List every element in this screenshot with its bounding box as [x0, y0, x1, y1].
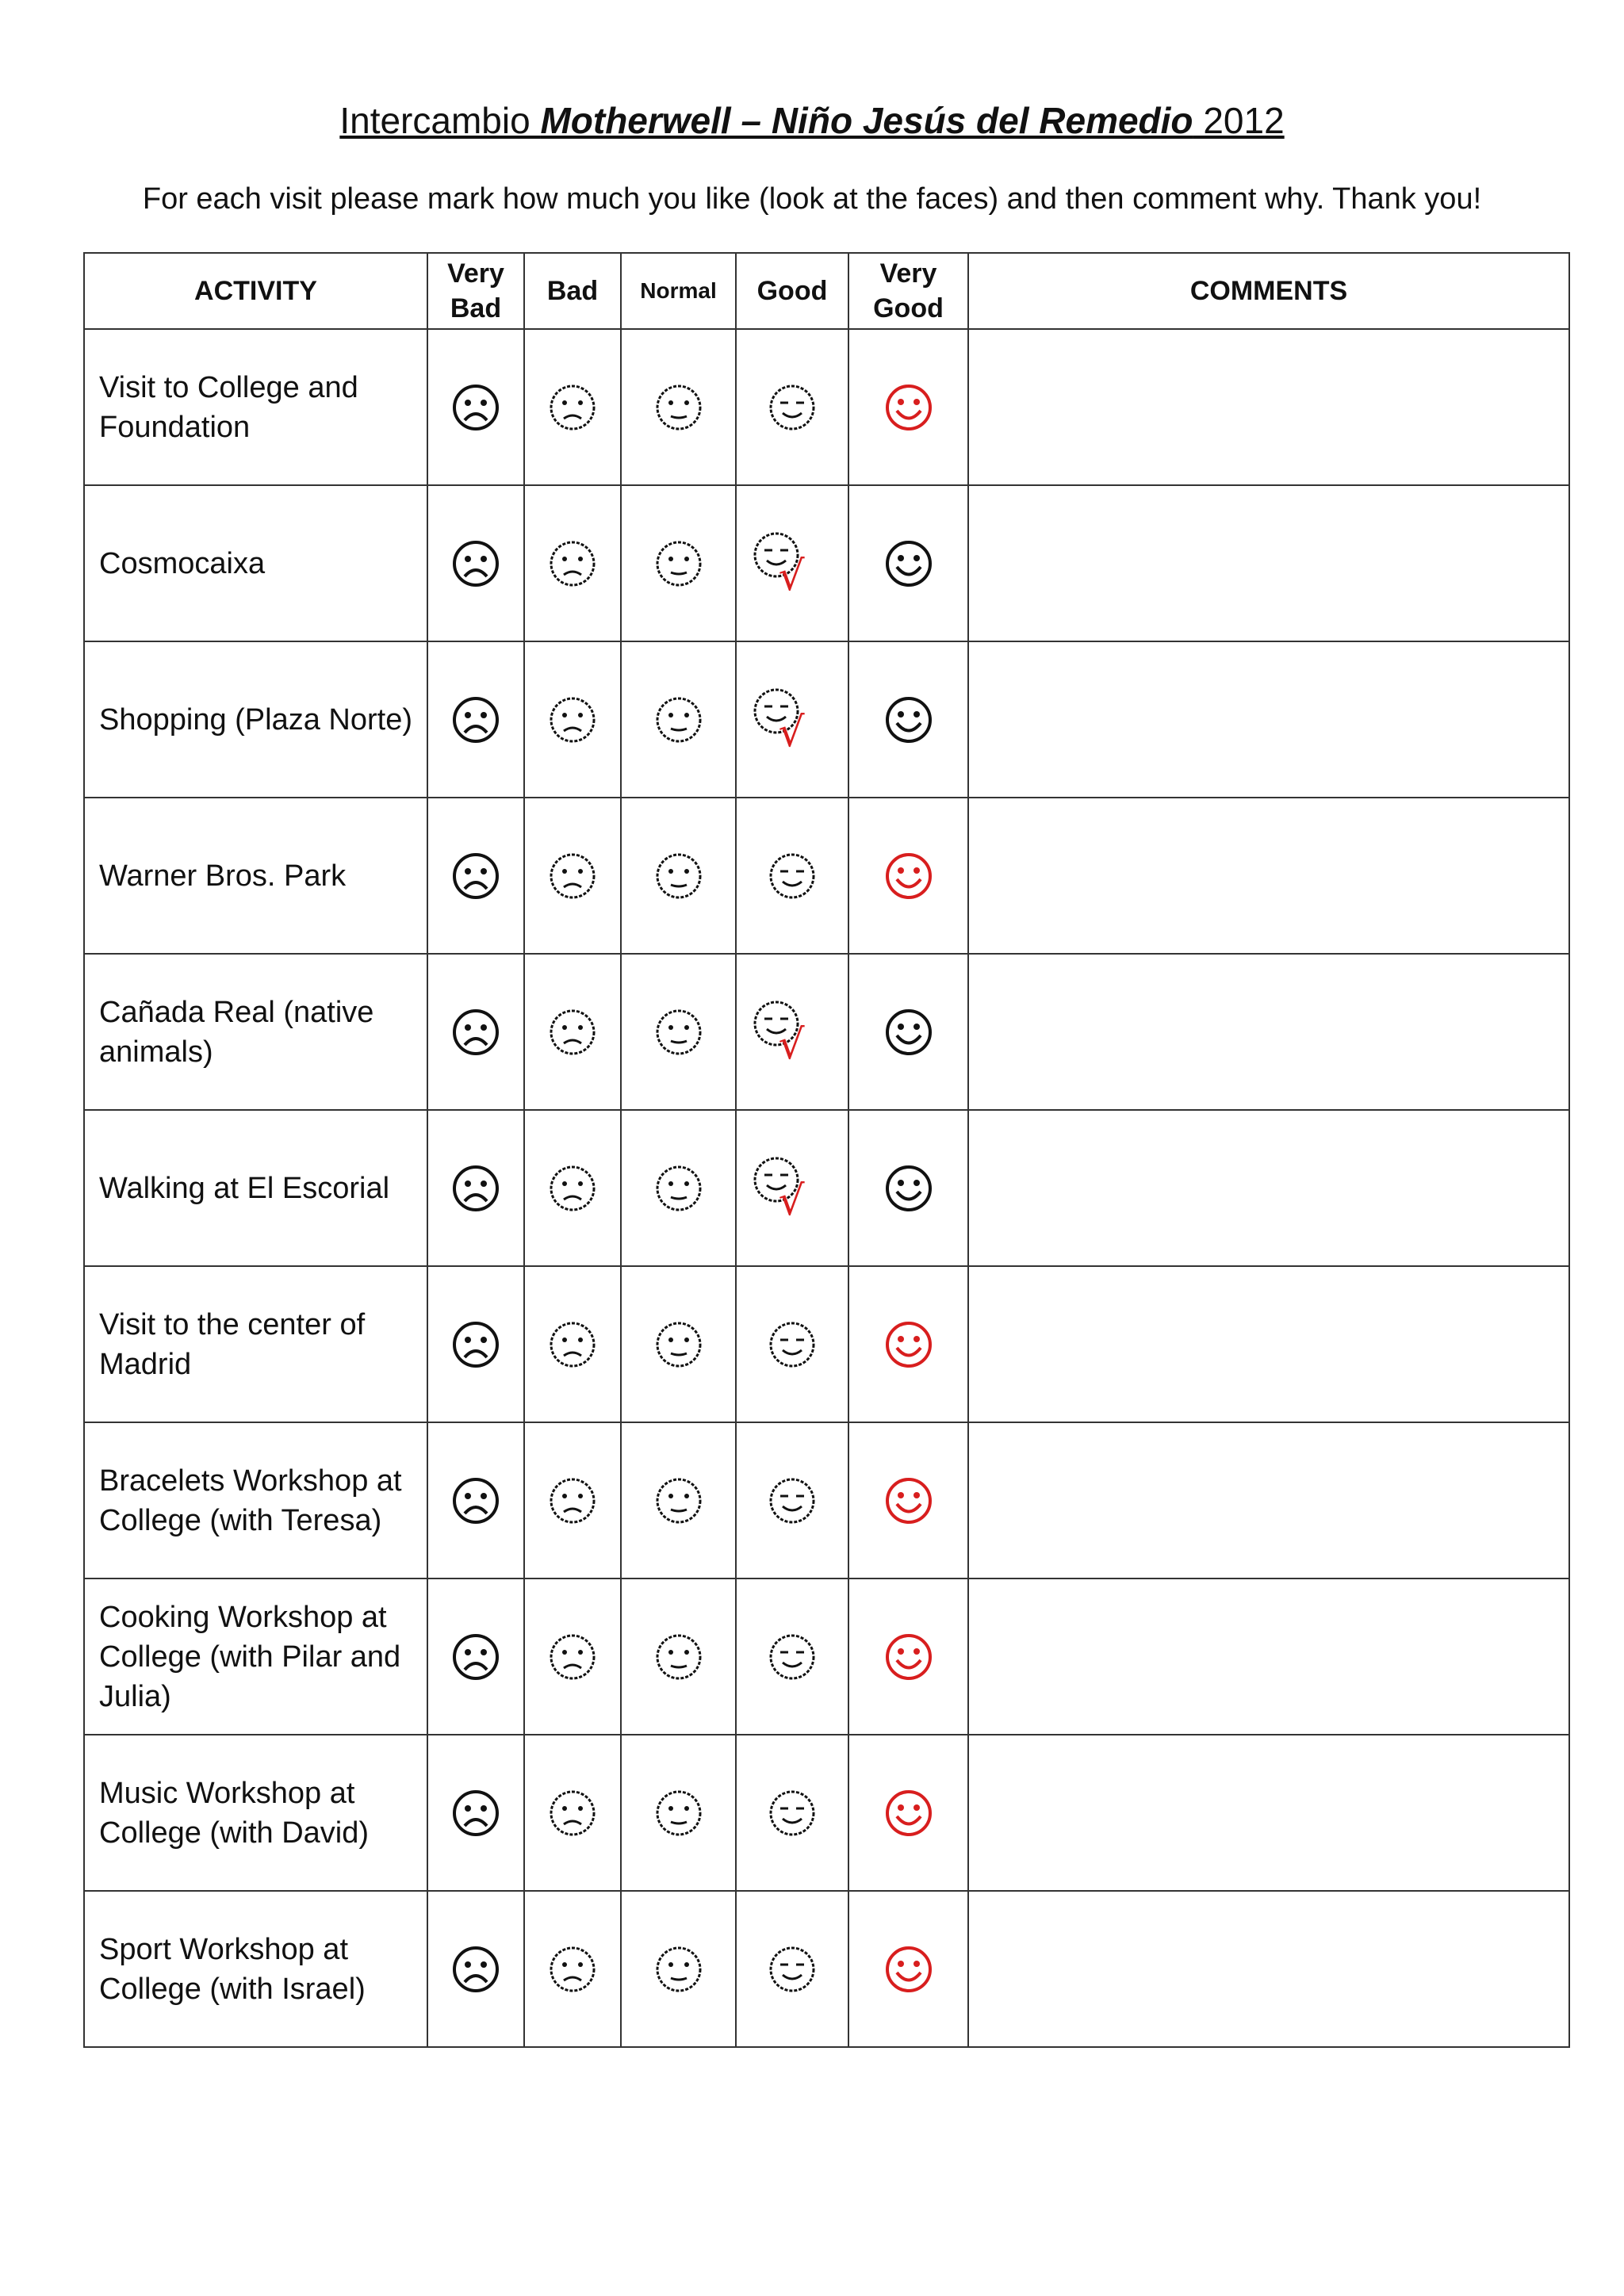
very-happy-icon: [884, 1789, 933, 1838]
very-happy-icon: [884, 1320, 933, 1369]
comment-field[interactable]: [968, 798, 1569, 954]
col-comments: COMMENTS: [968, 253, 1569, 329]
table-row: [84, 954, 1569, 1110]
table-row: [84, 1422, 1569, 1578]
rating-very-bad-cell[interactable]: [427, 329, 524, 485]
very-sad-icon: [451, 539, 500, 588]
comment-field[interactable]: [968, 1891, 1569, 2047]
good-icon: [768, 1945, 817, 1994]
rating-very-good-cell[interactable]: [848, 1110, 968, 1266]
rating-very-good-cell[interactable]: [848, 1266, 968, 1422]
page-title: [0, 97, 1624, 144]
neutral-icon: [654, 695, 703, 744]
sad-icon: [548, 851, 597, 901]
rating-good-cell[interactable]: [736, 641, 848, 798]
col-very-good: Very Good: [848, 253, 968, 329]
table-row: [84, 641, 1569, 798]
rating-bad-cell[interactable]: [524, 1735, 621, 1891]
activity-name: Shopping (Plaza Norte): [84, 641, 427, 798]
check-mark-icon: √: [778, 708, 805, 756]
neutral-icon: [654, 1008, 703, 1057]
sad-icon: [548, 1476, 597, 1525]
sad-icon: [548, 1945, 597, 1994]
neutral-icon: [654, 1320, 703, 1369]
check-mark-icon: √: [778, 552, 805, 600]
very-sad-icon: [451, 1008, 500, 1057]
rating-bad-cell[interactable]: [524, 1422, 621, 1578]
rating-bad-cell[interactable]: [524, 1110, 621, 1266]
rating-good-cell[interactable]: [736, 1578, 848, 1735]
very-sad-icon: [451, 1945, 500, 1994]
rating-good-cell[interactable]: [736, 1266, 848, 1422]
table-row: [84, 485, 1569, 641]
table-row: [84, 1110, 1569, 1266]
rating-good-cell[interactable]: [736, 1422, 848, 1578]
rating-bad-cell[interactable]: [524, 1266, 621, 1422]
comment-field[interactable]: [968, 1110, 1569, 1266]
rating-normal-cell[interactable]: [621, 1266, 736, 1422]
rating-good-cell[interactable]: [736, 485, 848, 641]
rating-normal-cell[interactable]: [621, 1735, 736, 1891]
very-happy-icon: [884, 383, 933, 432]
rating-normal-cell[interactable]: [621, 954, 736, 1110]
activity-name: Bracelets Workshop at College (with Teresa): [84, 1422, 427, 1578]
rating-very-good-cell[interactable]: [848, 1735, 968, 1891]
rating-normal-cell[interactable]: [621, 1422, 736, 1578]
very-happy-icon: [884, 1945, 933, 1994]
rating-good-cell[interactable]: [736, 798, 848, 954]
neutral-icon: [654, 1164, 703, 1213]
sad-icon: [548, 383, 597, 432]
table-row: [84, 1266, 1569, 1422]
title-prefix: Intercambio: [339, 100, 541, 141]
rating-normal-cell[interactable]: [621, 798, 736, 954]
rating-very-bad-cell[interactable]: [427, 1735, 524, 1891]
neutral-icon: [654, 851, 703, 901]
rating-bad-cell[interactable]: [524, 329, 621, 485]
rating-good-cell[interactable]: [736, 954, 848, 1110]
rating-table: [83, 252, 1570, 2048]
very-happy-icon: [884, 851, 933, 901]
rating-normal-cell[interactable]: [621, 485, 736, 641]
good-icon: [768, 383, 817, 432]
rating-bad-cell[interactable]: [524, 641, 621, 798]
very-sad-icon: [451, 1164, 500, 1213]
rating-very-bad-cell[interactable]: [427, 798, 524, 954]
check-mark-icon: √: [778, 1020, 805, 1069]
rating-normal-cell[interactable]: [621, 641, 736, 798]
sad-icon: [548, 1789, 597, 1838]
table-row: [84, 1735, 1569, 1891]
activity-name: Cooking Workshop at College (with Pilar and Julia): [84, 1578, 427, 1735]
rating-very-bad-cell[interactable]: [427, 954, 524, 1110]
very-happy-icon: [884, 695, 933, 744]
rating-very-bad-cell[interactable]: [427, 485, 524, 641]
comment-field[interactable]: [968, 1266, 1569, 1422]
table-row: [84, 329, 1569, 485]
rating-normal-cell[interactable]: [621, 1110, 736, 1266]
activity-name: Warner Bros. Park: [84, 798, 427, 954]
activity-name: Sport Workshop at College (with Israel): [84, 1891, 427, 2047]
very-happy-icon: [884, 1164, 933, 1213]
check-mark-icon: √: [778, 1177, 805, 1225]
neutral-icon: [654, 383, 703, 432]
activity-name: Visit to College and Foundation: [84, 329, 427, 485]
rating-normal-cell[interactable]: [621, 1891, 736, 2047]
neutral-icon: [654, 1632, 703, 1682]
very-happy-icon: [884, 1008, 933, 1057]
good-icon: [768, 1476, 817, 1525]
rating-very-bad-cell[interactable]: [427, 1578, 524, 1735]
rating-bad-cell[interactable]: [524, 485, 621, 641]
activity-name: Cañada Real (native animals): [84, 954, 427, 1110]
rating-very-bad-cell[interactable]: [427, 1266, 524, 1422]
comment-field[interactable]: [968, 1735, 1569, 1891]
title-suffix: 2012: [1193, 100, 1285, 141]
activity-name: Walking at El Escorial: [84, 1110, 427, 1266]
rating-normal-cell[interactable]: [621, 329, 736, 485]
rating-bad-cell[interactable]: [524, 1578, 621, 1735]
rating-very-good-cell[interactable]: [848, 798, 968, 954]
rating-very-bad-cell[interactable]: [427, 641, 524, 798]
neutral-icon: [654, 1945, 703, 1994]
neutral-icon: [654, 1476, 703, 1525]
rating-very-bad-cell[interactable]: [427, 1891, 524, 2047]
header-row: [84, 253, 1569, 329]
sad-icon: [548, 1320, 597, 1369]
col-good: Good: [736, 253, 848, 329]
rating-good-cell[interactable]: [736, 1891, 848, 2047]
comment-field[interactable]: [968, 1578, 1569, 1735]
rating-good-cell[interactable]: [736, 1735, 848, 1891]
table-row: [84, 798, 1569, 954]
col-activity: ACTIVITY: [84, 253, 427, 329]
very-sad-icon: [451, 851, 500, 901]
very-sad-icon: [451, 1320, 500, 1369]
rating-very-good-cell[interactable]: [848, 485, 968, 641]
sad-icon: [548, 1632, 597, 1682]
instructions-text: For each visit please mark how much you like (look at the faces) and then comment why. Thank you!: [142, 182, 1482, 216]
rating-very-good-cell[interactable]: [848, 1578, 968, 1735]
good-icon: [768, 1632, 817, 1682]
comment-field[interactable]: [968, 641, 1569, 798]
good-icon: [768, 851, 817, 901]
rating-very-good-cell[interactable]: [848, 954, 968, 1110]
comment-field[interactable]: [968, 329, 1569, 485]
good-icon: [768, 1320, 817, 1369]
col-very-bad: Very Bad: [427, 253, 524, 329]
activity-name: Cosmocaixa: [84, 485, 427, 641]
very-happy-icon: [884, 539, 933, 588]
rating-normal-cell[interactable]: [621, 1578, 736, 1735]
rating-very-bad-cell[interactable]: [427, 1110, 524, 1266]
title-bold: Motherwell – Niño Jesús del Remedio: [540, 100, 1193, 141]
sad-icon: [548, 539, 597, 588]
table-row: [84, 1891, 1569, 2047]
rating-very-good-cell[interactable]: [848, 1422, 968, 1578]
good-icon: [768, 1789, 817, 1838]
rating-very-bad-cell[interactable]: [427, 1422, 524, 1578]
very-sad-icon: [451, 1476, 500, 1525]
sad-icon: [548, 1164, 597, 1213]
activity-name: Visit to the center of Madrid: [84, 1266, 427, 1422]
rating-bad-cell[interactable]: [524, 798, 621, 954]
very-happy-icon: [884, 1476, 933, 1525]
col-normal: Normal: [621, 253, 736, 329]
very-sad-icon: [451, 695, 500, 744]
sad-icon: [548, 695, 597, 744]
rating-good-cell[interactable]: [736, 1110, 848, 1266]
sad-icon: [548, 1008, 597, 1057]
comment-field[interactable]: [968, 954, 1569, 1110]
neutral-icon: [654, 1789, 703, 1838]
rating-very-good-cell[interactable]: [848, 1891, 968, 2047]
very-happy-icon: [884, 1632, 933, 1682]
col-bad: Bad: [524, 253, 621, 329]
comment-field[interactable]: [968, 1422, 1569, 1578]
neutral-icon: [654, 539, 703, 588]
table-row: [84, 1578, 1569, 1735]
very-sad-icon: [451, 1632, 500, 1682]
activity-name: Music Workshop at College (with David): [84, 1735, 427, 1891]
rating-good-cell[interactable]: [736, 329, 848, 485]
rating-bad-cell[interactable]: [524, 1891, 621, 2047]
rating-bad-cell[interactable]: [524, 954, 621, 1110]
very-sad-icon: [451, 383, 500, 432]
rating-very-good-cell[interactable]: [848, 329, 968, 485]
comment-field[interactable]: [968, 485, 1569, 641]
very-sad-icon: [451, 1789, 500, 1838]
rating-very-good-cell[interactable]: [848, 641, 968, 798]
